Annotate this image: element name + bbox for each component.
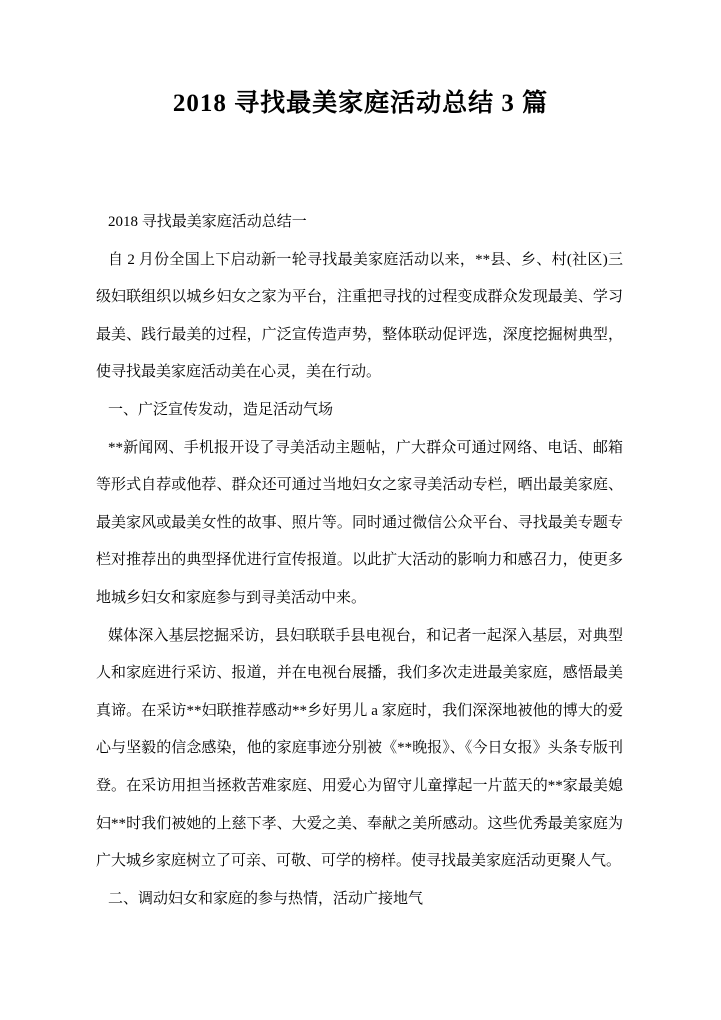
paragraph-media-interviews: 媒体深入基层挖掘采访，县妇联联手县电视台，和记者一起深入基层，对典型人和家庭进行采访、报道，并在电视台展播，我们多次走进最美家庭，感悟最美真谛。在采访**妇联推荐感动**乡好男儿 a 家庭时，我们深深地被他的博大的爱心与坚毅的信念感染，他的家庭事迹分别被《**晚报》、《今日女报》头条专版刊登。在采访用担当拯救苦难家庭、用爱心为留守儿童撑起一片蓝天的**家最美媳妇**时我们被她的上慈下孝、大爱之美、奉献之美所感动。这些优秀最美家庭为广大城乡家庭树立了可亲、可敬、可学的榜样。使寻找最美家庭活动更聚人气。 xyxy=(96,627,623,870)
document-title: 2018 寻找最美家庭活动总结 3 篇 xyxy=(172,90,549,117)
section-heading-1: 一、广泛宣传发动，造足活动气场 xyxy=(108,401,334,418)
section-heading-2: 二、调动妇女和家庭的参与热情，活动广接地气 xyxy=(108,890,424,907)
doc-subtitle: 2018 寻找最美家庭活动总结一 xyxy=(108,214,307,230)
paragraph-intro: 自 2 月份全国上下启动新一轮寻找最美家庭活动以来，**县、乡、村(社区)三级妇联组织以城乡妇女之家为平台，注重把寻找的过程变成群众发现最美、学习最美、践行最美的过程，广泛宣传造声势，整体联动促评选，深度挖掘树典型，使寻找最美家庭活动美在心灵，美在行动。 xyxy=(96,251,623,381)
paragraph-publicity: **新闻网、手机报开设了寻美活动主题帖，广大群众可通过网络、电话、邮箱等形式自荐或他荐、群众还可通过当地妇女之家寻美活动专栏，晒出最美家庭、最美家风或最美女性的故事、照片等。同时通过微信公众平台、寻找最美专题专栏对推荐出的典型择优进行宣传报道。以此扩大活动的影响力和感召力，使更多地城乡妇女和家庭参与到寻美活动中来。 xyxy=(96,439,623,606)
document-body xyxy=(96,204,623,918)
